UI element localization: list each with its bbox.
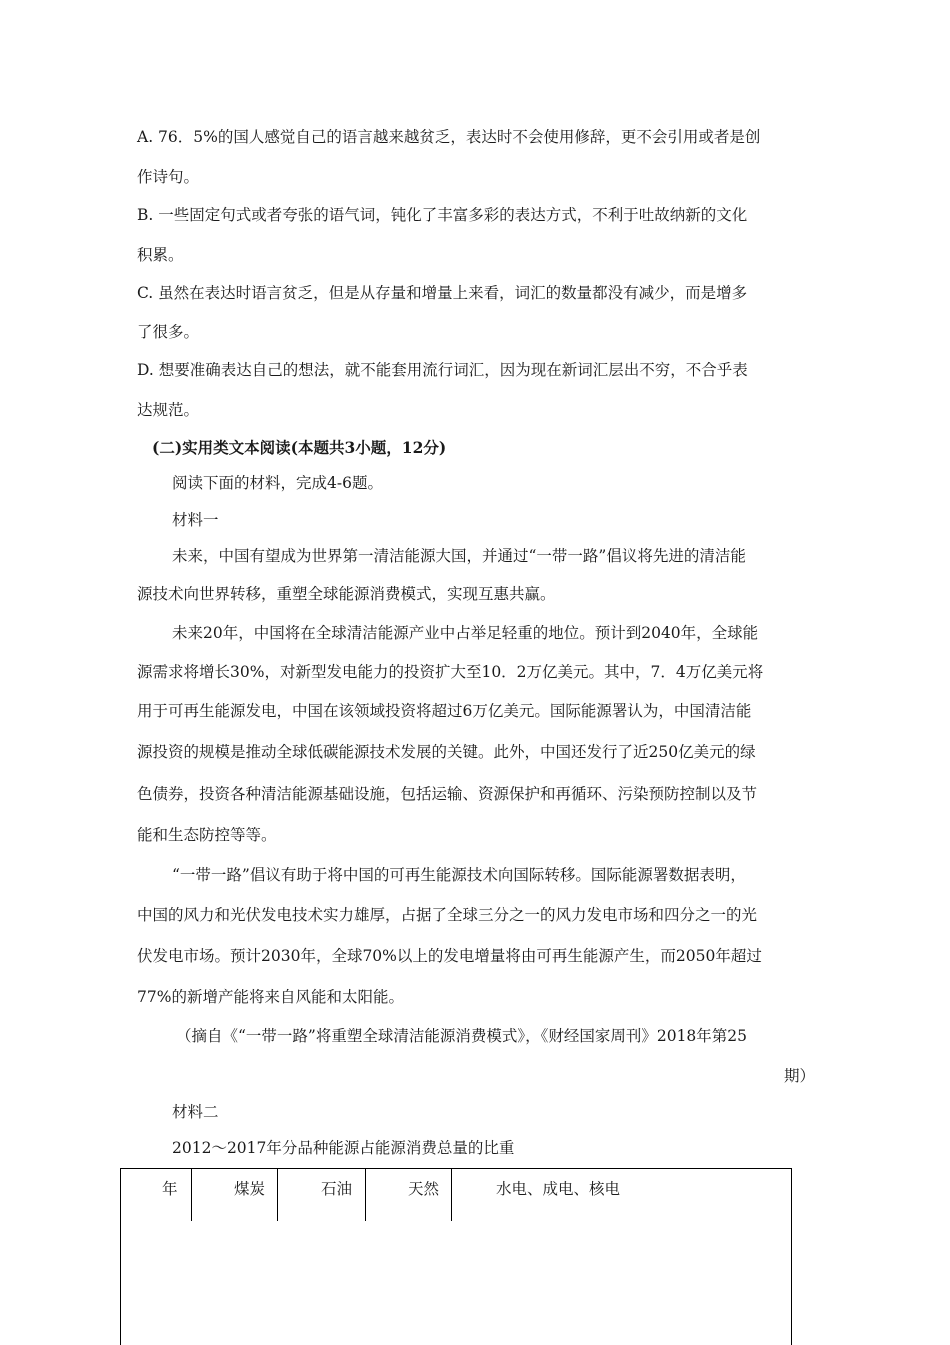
option-b-line1: B. 一些固定句式或者夸张的语气词，钝化了丰富多彩的表达方式，不利于吐故纳新的文化 [137, 206, 748, 224]
m1-p2-line4: 源投资的规模是推动全球低碳能源技术发展的关键。此外，中国还发行了近250亿美元的绿 [137, 743, 756, 761]
table-header-year-text: 年 [162, 1180, 178, 1198]
m1-p1-line2: 源技术向世界转移，重塑全球能源消费模式，实现互惠共赢。 [137, 585, 556, 603]
m1-p3-line1: “一带一路”倡议有助于将中国的可再生能源技术向国际转移。国际能源署数据表明， [172, 866, 746, 884]
m1-p2-line5: 色债券，投资各种清洁能源基础设施，包括运输、资源保护和再循环、污染预防控制以及节 [137, 785, 758, 803]
m1-p1-line1: 未来，中国有望成为世界第一清洁能源大国，并通过“一带一路”倡议将先进的清洁能 [172, 547, 746, 565]
material1-label: 材料一 [172, 511, 219, 529]
table-header-hydro [452, 1169, 788, 1221]
m1-p2-line2: 源需求将增长30%，对新型发电能力的投资扩大至10．2万亿美元。其中，7．4万亿美元将 [137, 663, 764, 681]
instruction: 阅读下面的材料，完成4-6题。 [172, 474, 383, 492]
source-citation-line1: （摘自《“一带一路”将重塑全球清洁能源消费模式》，《财经国家周刊》2018年第25 [176, 1027, 748, 1045]
option-a-line2: 作诗句。 [137, 168, 200, 186]
section-heading: (二)实用类文本阅读(本题共3小题，12分) [152, 438, 447, 457]
option-d-line2: 达规范。 [137, 401, 200, 419]
source-citation-line2: 期） [784, 1067, 816, 1085]
option-a-line1: A. 76．5%的国人感觉自己的语言越来越贫乏，表达时不会使用修辞，更不会引用或者是创 [137, 128, 761, 146]
m1-p3-line2: 中国的风力和光伏发电技术实力雄厚，占据了全球三分之一的风力发电市场和四分之一的光 [137, 906, 758, 924]
table-header-oil-text: 石油 [321, 1180, 353, 1198]
table-header-gas [366, 1169, 452, 1221]
table-header-coal [192, 1169, 278, 1221]
table-header-year [121, 1169, 192, 1221]
table-header-oil [278, 1169, 366, 1221]
m1-p3-line3: 伏发电市场。预计2030年，全球70%以上的发电增量将由可再生能源产生，而2050年超过 [137, 947, 762, 965]
energy-table [120, 1168, 792, 1345]
table-title: 2012～2017年分品种能源占能源消费总量的比重 [172, 1139, 515, 1157]
table-header-coal-text: 煤炭 [234, 1180, 266, 1198]
option-b-line2: 积累。 [137, 246, 184, 264]
material2-label: 材料二 [172, 1103, 219, 1121]
m1-p3-line4: 77%的新增产能将来自风能和太阳能。 [137, 988, 404, 1006]
option-d-line1: D. 想要准确表达自己的想法，就不能套用流行词汇，因为现在新词汇层出不穷，不合乎表 [137, 361, 748, 379]
table-header-hydro-text: 水电、成电、核电 [496, 1180, 621, 1198]
option-c-line1: C. 虽然在表达时语言贫乏，但是从存量和增量上来看，词汇的数量都没有减少，而是增多 [137, 284, 748, 302]
m1-p2-line1: 未来20年，中国将在全球清洁能源产业中占举足轻重的地位。预计到2040年，全球能 [172, 624, 759, 642]
table-header-gas-text: 天然 [408, 1180, 440, 1198]
m1-p2-line6: 能和生态防控等等。 [137, 826, 277, 844]
option-c-line2: 了很多。 [137, 323, 200, 341]
m1-p2-line3: 用于可再生能源发电，中国在该领域投资将超过6万亿美元。国际能源署认为，中国清洁能 [137, 702, 752, 720]
